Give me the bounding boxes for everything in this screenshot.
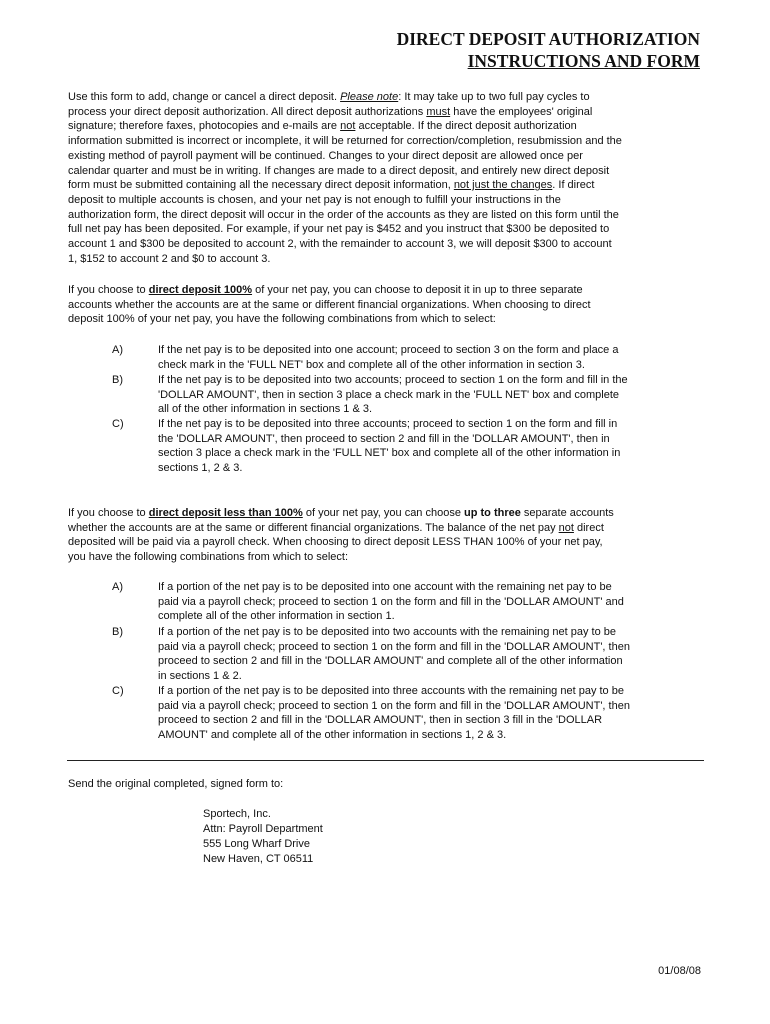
option-label: C) [112, 418, 124, 430]
option-text: If the net pay is to be deposited into two accounts; proceed to section 1 on the form and fill in the 'DOLLAR AMOUNT', then in section 3 place a check mark in the 'FULL NET' box and complete all of the other information in sections 1 & 3. [158, 374, 628, 416]
must-emphasis: must [426, 105, 451, 118]
option-text: If a portion of the net pay is to be deposited into three accounts with the remaining net pay to be paid via a payroll check; proceed to section 1 on the form and fill in the 'DOLLAR AMOUNT', then proceed to section 2 and fill in the 'DOLLAR AMOUNT', then in section 3 fill in the 'DOLLAR AMOUNT' and complete all of the other information in sections 1, 2 & 3. [158, 685, 630, 742]
address-company: Sportech, Inc. [203, 808, 271, 820]
full-line: deposit 100% of your net pay, you have the following combinations from which to select: [68, 313, 496, 326]
not-emphasis: not [558, 521, 574, 534]
not-emphasis: not [340, 120, 356, 133]
option-text: If the net pay is to be deposited into one account; proceed to section 3 on the form and place a check mark in the 'FULL NET' box and complete all of the other information in section 3. [158, 344, 619, 371]
mailing-address [203, 807, 323, 867]
less-than-100-emphasis: direct deposit less than 100% [148, 507, 303, 519]
full-line: If you choose to direct deposit 100% of your net pay, you can choose to deposit it in up to three separate [68, 284, 583, 296]
address-city: New Haven, CT 06511 [203, 853, 314, 865]
full-deposit-paragraph [68, 283, 708, 327]
address-attn: Attn: Payroll Department [203, 823, 323, 835]
intro-line: process your direct deposit authorization. All direct deposit authorizations must have the employees' original [68, 105, 593, 118]
option-label: A) [112, 581, 123, 593]
partial-line: If you choose to direct deposit less than 100% of your net pay, you can choose up to three separate accounts [68, 507, 614, 519]
option-label: B) [112, 374, 123, 386]
footer-date: 01/08/08 [658, 965, 701, 977]
not-just-changes-emphasis: not just the changes [453, 179, 553, 192]
intro-line: form must be submitted containing all the necessary direct deposit information, not just the changes. If direct [68, 179, 595, 192]
intro-line: existing method of payroll payment will be continued. Changes to your direct deposit are allowed once per [68, 149, 583, 162]
intro-line: Use this form to add, change or cancel a direct deposit. Please note: It may take up to two full pay cycles to [68, 91, 590, 103]
address-street: 555 Long Wharf Drive [203, 838, 310, 850]
option-text: If the net pay is to be deposited into three accounts; proceed to section 1 on the form and fill in the 'DOLLAR AMOUNT', then proceed to section 2 and fill in the 'DOLLAR AMOUNT', then in section 3 place a check mark in the 'FULL NET' box and complete all of the other information in sections 1, 2 & 3. [158, 418, 621, 475]
intro-line: information submitted is incorrect or incomplete, it will be returned for correction/completion, resubmission and the [68, 135, 622, 148]
intro-paragraph [68, 90, 708, 266]
intro-line: full net pay has been deposited. For example, if your net pay is $452 and you instruct that $300 be deposited to [68, 223, 610, 236]
send-intro: Send the original completed, signed form to: [68, 778, 284, 790]
partial-deposit-paragraph [68, 506, 708, 565]
intro-line: calendar quarter and must be in writing. If changes are made to a direct deposit, and entirely new direct deposit [68, 164, 610, 177]
full-line: accounts whether the accounts are at the same or different financial organizations. When choosing to direct [68, 298, 591, 311]
intro-line: account 1 and $300 be deposited to account 2, with the remainder to account 3, we will deposit $300 to account [68, 238, 612, 251]
option-label: B) [112, 626, 123, 638]
send-instructions [68, 777, 708, 792]
title-line-1: DIRECT DEPOSIT AUTHORIZATION [396, 29, 700, 49]
option-label: A) [112, 344, 123, 356]
option-text: If a portion of the net pay is to be deposited into one account with the remaining net pay to be paid via a payroll check; proceed to section 1 on the form and fill in the 'DOLLAR AMOUNT' and complete all of the other information in section 1. [158, 581, 624, 623]
section-divider [67, 760, 704, 761]
title-line-2: INSTRUCTIONS AND FORM [467, 51, 700, 71]
up-to-three-emphasis: up to three [464, 507, 521, 519]
partial-line: deposited will be paid via a payroll check. When choosing to direct deposit LESS THAN 100% of your net pay, [68, 536, 603, 549]
intro-line: 1, $152 to account 2 and $0 to account 3. [68, 252, 271, 265]
intro-line: deposit to multiple accounts is chosen, and your net pay is not enough to fulfill your instructions in the [68, 193, 561, 206]
partial-line: you have the following combinations from which to select: [68, 551, 349, 564]
option-label: C) [112, 685, 124, 697]
intro-line: signature; therefore faxes, photocopies and e-mails are not acceptable. If the direct deposit authorization [68, 120, 577, 133]
please-note-emphasis: Please note [340, 91, 399, 103]
partial-line: whether the accounts are at the same or different financial organizations. The balance of the net pay not direct [68, 521, 604, 534]
intro-line: authorization form, the direct deposit will occur in the order of the accounts as they are listed on this form until the [68, 208, 619, 221]
option-text: If a portion of the net pay is to be deposited into two accounts with the remaining net pay to be paid via a payroll check; proceed to section 1 on the form and fill in the 'DOLLAR AMOUNT', then proceed to section 2 and fill in the 'DOLLAR AMOUNT' and complete all of the other information in sections 1 & 2. [158, 626, 630, 683]
document-title [397, 28, 700, 72]
direct-deposit-100-emphasis: direct deposit 100% [148, 284, 253, 296]
